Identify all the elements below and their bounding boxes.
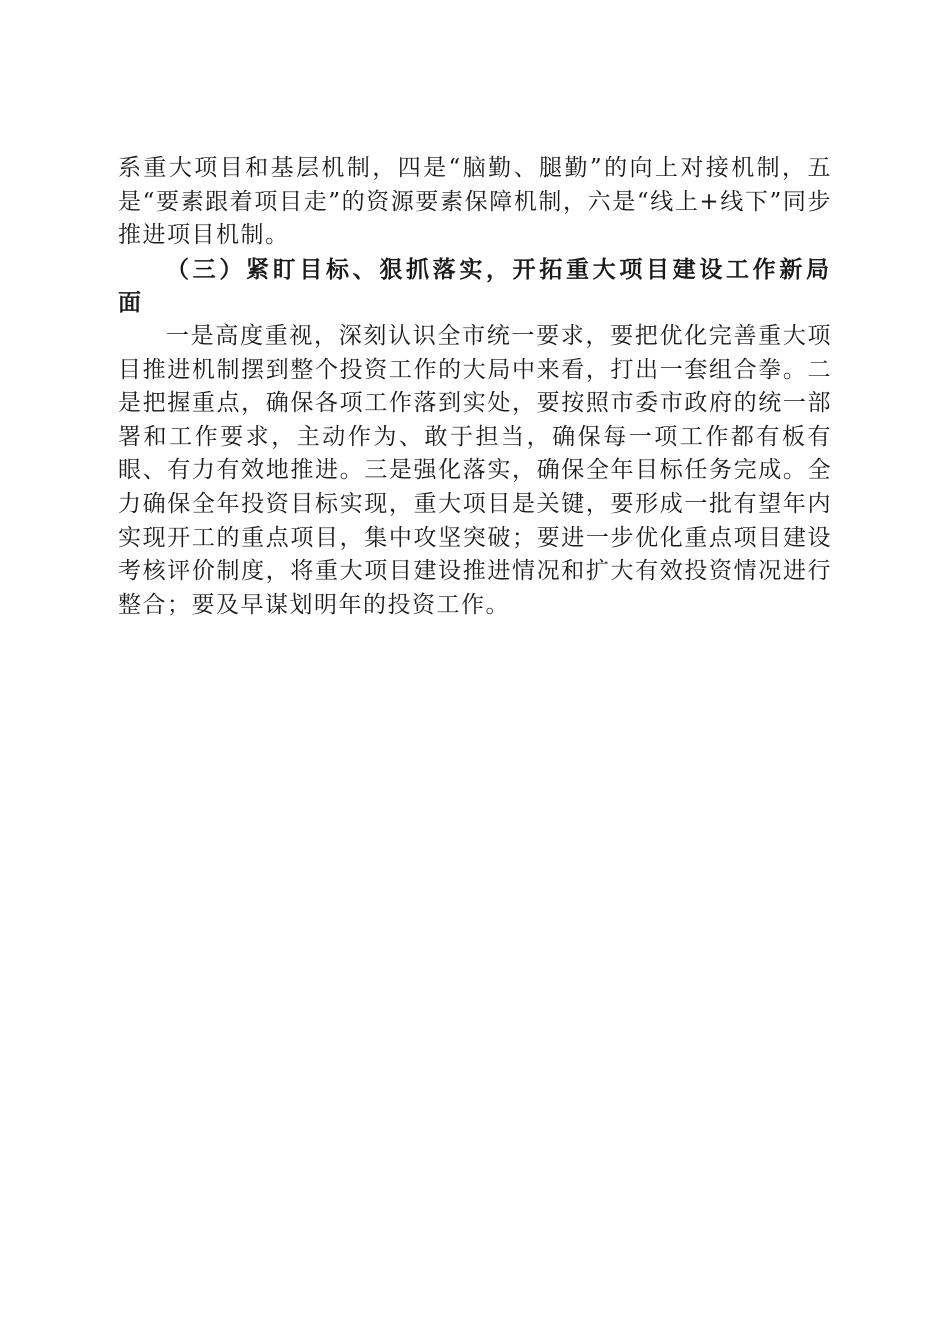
document-page (118, 152, 832, 622)
section-heading-3: （三）紧盯目标、狠抓落实，开拓重大项目建设工作新局面 (118, 255, 832, 317)
paragraph-mechanisms-continued: 系重大项目和基层机制，四是“脑勤、腿勤”的向上对接机制，五是“要素跟着项目走”的资源要素保障机制，六是“线上+线下”同步推进项目机制。 (118, 155, 832, 249)
paragraph-implementation: 一是高度重视，深刻认识全市统一要求，要把优化完善重大项目推进机制摆到整个投资工作的大局中来看，打出一套组合拳。二是把握重点，确保各项工作落到实处，要按照市委市政府的统一部署和工作要求，主动作为、敢于担当，确保每一项工作都有板有眼、有力有效地推进。三是强化落实，确保全年目标任务完成。全力确保全年投资目标实现，重大项目是关键，要形成一批有望年内实现开工的重点项目，集中攻坚突破；要进一步优化重点项目建设考核评价制度，将重大项目建设推进情况和扩大有效投资情况进行整合；要及早谋划明年的投资工作。 (118, 322, 832, 618)
